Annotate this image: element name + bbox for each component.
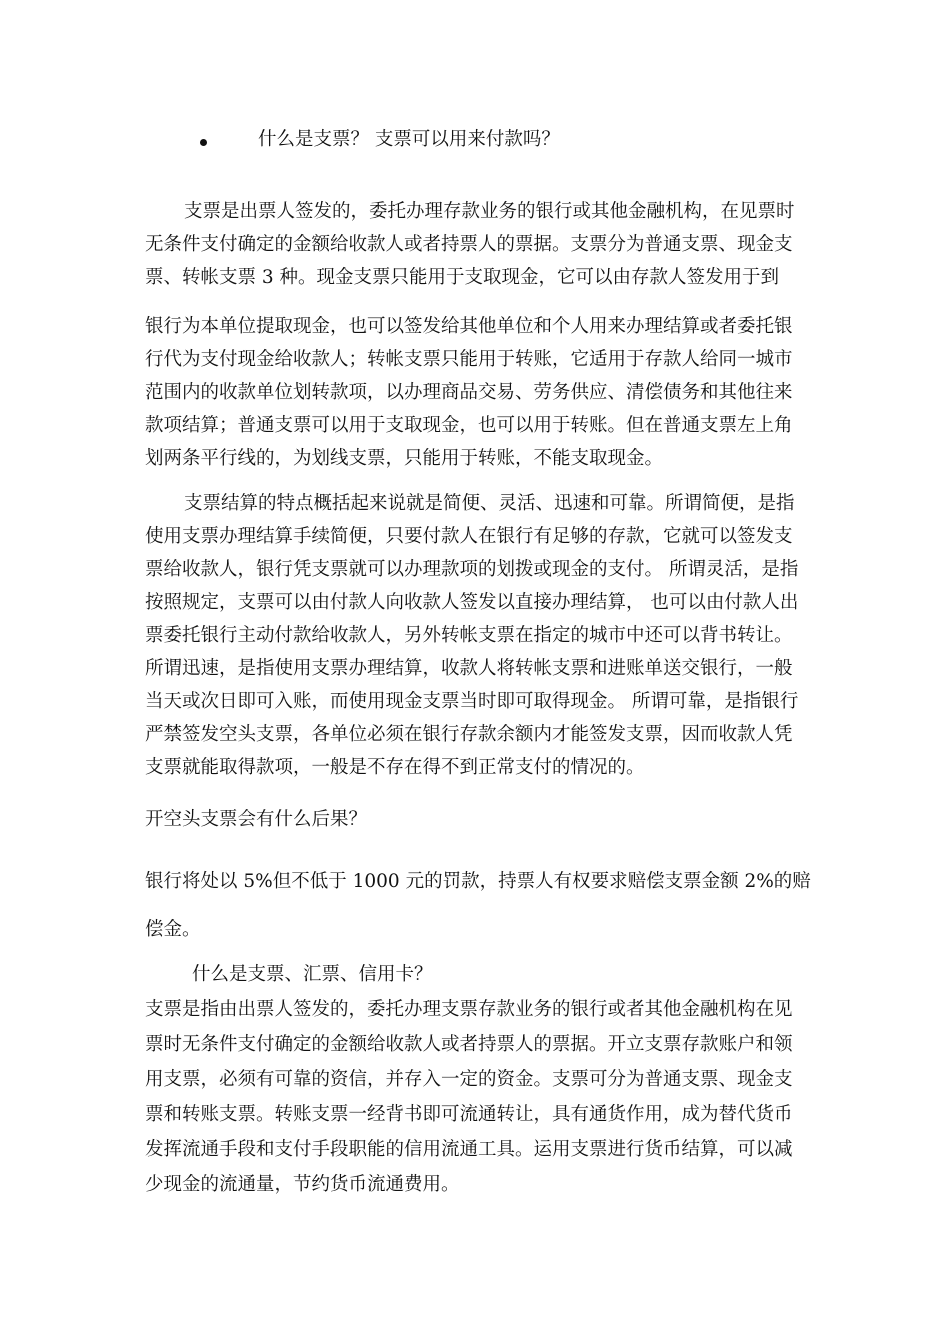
s1-p2-line: 票委托银行主动付款给收款人，另外转帐支票在指定的城市中还可以背书转让。 [145,625,793,646]
s3-p-line: 发挥流通手段和支付手段职能的信用流通工具。运用支票进行货币结算，可以减 [145,1139,793,1160]
section2-question: 开空头支票会有什么后果？ [145,809,368,830]
section1-title: 什么是支票？ 支票可以用来付款吗？ [258,129,560,150]
section3-title: 什么是支票、汇票、信用卡？ [192,964,433,985]
bullet-icon [200,139,207,146]
s1-p2-line: 支票就能取得款项，一般是不存在得不到正常支付的情况的。 [145,757,645,778]
s2-answer-line: 银行将处以 5%但不低于 1000 元的罚款，持票人有权要求赔偿支票金额 2%的赔 [145,871,811,892]
s3-p-line: 少现金的流通量，节约货币流通费用。 [145,1174,460,1195]
s1-p1-line: 划两条平行线的，为划线支票，只能用于转账，不能支取现金。 [145,448,664,469]
s1-p1-line: 支票是出票人签发的，委托办理存款业务的银行或其他金融机构，在见票时 [184,201,795,222]
s1-p2-line: 当天或次日即可入账，而使用现金支票当时即可取得现金。 所谓可靠，是指银行 [145,691,799,712]
s3-p-line: 票和转账支票。转账支票一经背书即可流通转让，具有通货作用，成为替代货币 [145,1104,793,1125]
s2-answer-line: 偿金。 [145,919,201,940]
s3-p-line: 用支票，必须有可靠的资信，并存入一定的资金。支票可分为普通支票、现金支 [145,1069,793,1090]
s3-p-line: 票时无条件支付确定的金额给收款人或者持票人的票据。开立支票存款账户和领 [145,1034,793,1055]
s1-p2-line: 支票结算的特点概括起来说就是简便、灵活、迅速和可靠。所谓简便，是指 [184,493,795,514]
s1-p2-line: 票给收款人，银行凭支票就可以办理款项的划拨或现金的支付。 所谓灵活，是指 [145,559,799,580]
s1-p2-line: 使用支票办理结算手续简便，只要付款人在银行有足够的存款，它就可以签发支 [145,526,793,547]
s1-p1-line: 行代为支付现金给收款人；转帐支票只能用于转账，它适用于存款人给同一城市 [145,349,793,370]
s1-p1-line: 无条件支付确定的金额给收款人或者持票人的票据。支票分为普通支票、现金支 [145,234,793,255]
s1-p2-line: 严禁签发空头支票，各单位必须在银行存款余额内才能签发支票，因而收款人凭 [145,724,793,745]
s1-p2-line: 按照规定，支票可以由付款人向收款人签发以直接办理结算， 也可以由付款人出 [145,592,799,613]
s1-p1-line: 范围内的收款单位划转款项，以办理商品交易、劳务供应、清偿债务和其他往来 [145,382,793,403]
s3-p-line: 支票是指由出票人签发的，委托办理支票存款业务的银行或者其他金融机构在见 [145,999,793,1020]
s1-p1-line: 款项结算；普通支票可以用于支取现金，也可以用于转账。但在普通支票左上角 [145,415,793,436]
s1-p1-line: 银行为本单位提取现金，也可以签发给其他单位和个人用来办理结算或者委托银 [145,316,793,337]
s1-p1-line: 票、转帐支票 3 种。现金支票只能用于支取现金，它可以由存款人签发用于到 [145,267,780,288]
s1-p2-line: 所谓迅速，是指使用支票办理结算，收款人将转帐支票和进账单送交银行，一般 [145,658,793,679]
